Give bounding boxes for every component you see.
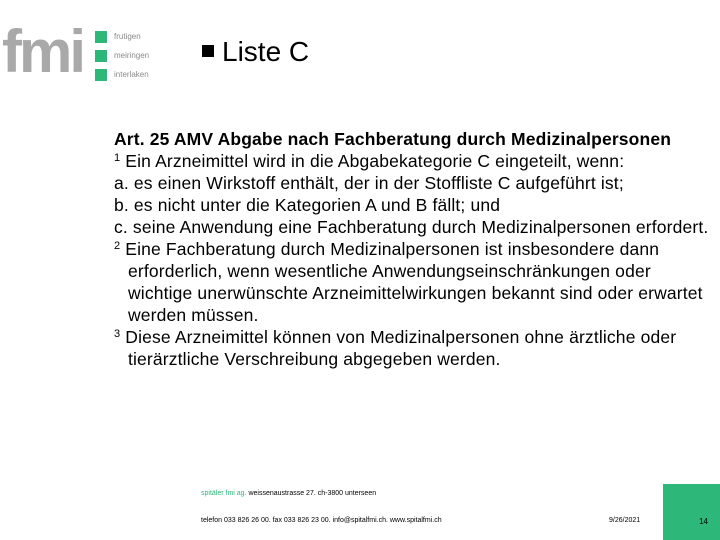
fmi-logo (0, 18, 160, 85)
footer-contact: telefon 033 826 26 00. fax 033 826 23 00. info@spitalfmi.ch. www.spitalfmi.ch (201, 517, 442, 524)
paragraph-2 (114, 238, 714, 326)
page-number: 14 (699, 517, 708, 526)
logo-square-2 (95, 50, 107, 62)
list-item-b: b. es nicht unter die Kategorien A und B fällt; und (114, 195, 501, 215)
title-bullet-icon (202, 45, 214, 57)
paragraph-3 (114, 326, 714, 370)
logo-location-interlaken: interlaken (114, 70, 149, 79)
page-number-box (663, 484, 720, 540)
slide-title-text: Liste C (222, 36, 310, 67)
footer-org: spitäler fmi ag. (201, 490, 247, 497)
paragraph-1-text: Ein Arzneimittel wird in die Abgabekategorie C eingeteilt, wenn: (125, 151, 625, 171)
slide-title (202, 34, 309, 70)
list-item-c: c. seine Anwendung eine Fachberatung durch Medizinalpersonen erfordert. (114, 217, 709, 237)
paragraph-3-text: Diese Arzneimittel können von Medizinalpersonen ohne ärztliche oder tierärztliche Verschreibung abgegeben werden. (125, 327, 677, 369)
paragraph-3-number: 3 (114, 328, 121, 340)
logo-location-frutigen: frutigen (114, 32, 141, 41)
footer-street: weissenaustrasse 27. ch-3800 unterseen (246, 490, 377, 497)
footer-date: 9/26/2021 (609, 517, 641, 524)
list-item-a: a. es einen Wirkstoff enthält, der in der Stoffliste C aufgeführt ist; (114, 173, 624, 193)
paragraph-1 (114, 150, 714, 172)
paragraph-1-number: 1 (114, 152, 121, 164)
footer-address (201, 490, 376, 497)
logo-wordmark: fmi (2, 18, 83, 85)
logo-square-3 (95, 69, 107, 81)
paragraph-2-text: Eine Fachberatung durch Medizinalpersonen ist insbesondere dann erforderlich, wenn wesentliche Anwendungseinschränkungen oder wichtige unerwünschte Arzneimittelwirkungen bekannt sind oder erwartet werden müssen. (125, 239, 703, 325)
article-heading: Art. 25 AMV Abgabe nach Fachberatung durch Medizinalpersonen (114, 129, 672, 149)
logo-location-meiringen: meiringen (114, 51, 150, 60)
slide-body (114, 128, 714, 370)
logo-square-1 (95, 31, 107, 43)
paragraph-2-number: 2 (114, 240, 121, 252)
